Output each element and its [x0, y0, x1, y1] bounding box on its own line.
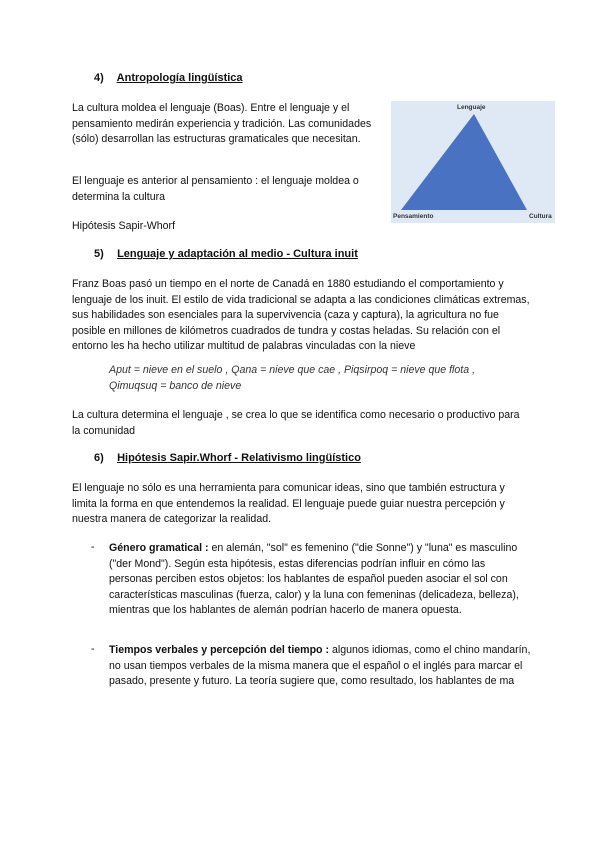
section-5-heading: [94, 248, 358, 260]
inuit-snow-words: Aput = nieve en el suelo , Qana = nieve que cae , Piqsirpoq = nieve que flota , Qimuqsuq = banco de nieve: [109, 364, 476, 392]
bullet-text: en alemán, "sol" es femenino ("die Sonne") y "luna" es masculino ("der Mond"). Según esta hipótesis, estas diferencias podrían influir en cómo las personas perciben estos objetos: los hablantes de español pueden asociar el sol con características masculinas (fuerza, calor) y la luna con femeninas (delicadeza, belleza), mientras que los hablantes de alemán podrían hacerlo de manera opuesta.: [109, 542, 519, 616]
triangle-label-cultura: Cultura: [529, 213, 552, 220]
section-4-paragraph-3: Hipótesis Sapir-Whorf: [72, 220, 176, 232]
section-5-title: Lenguaje y adaptación al medio - Cultura inuit: [117, 248, 358, 260]
bullet-term: Tiempos verbales y percepción del tiempo :: [109, 644, 329, 656]
section-6-heading: [94, 452, 361, 464]
triangle-label-lenguaje: Lenguaje: [457, 104, 486, 111]
section-4-heading: [94, 72, 243, 84]
section-6-title: Hipótesis Sapir.Whorf - Relativismo lingüístico: [117, 452, 361, 464]
triangle-shape: [401, 114, 527, 210]
section-6-number: 6): [94, 452, 104, 464]
list-item-tiempos-verbales: [91, 643, 534, 690]
section-4-paragraph-2: El lenguaje es anterior al pensamiento : el lenguaje moldea o determina la cultura: [72, 175, 359, 203]
list-item-genero-gramatical: [91, 541, 519, 619]
section-4-title: Antropología lingüística: [116, 72, 243, 84]
section-5-paragraph-2: La cultura determina el lenguaje , se crea lo que se identifica como necesario o productivo para la comunidad: [72, 409, 520, 437]
section-5-paragraph-1: Franz Boas pasó un tiempo en el norte de Canadá en 1880 estudiando el comportamiento y lenguaje de los inuit. El estilo de vida tradicional se adapta a las condiciones climáticas extremas, sus habilidades son esenciales para la supervivencia (caza y captura), la agricultura no fue posible en millones de kilómetros cuadrados de tundra y costas heladas. Su relación con el entorno les ha hecho utilizar multitud de palabras vinculadas con la nieve: [72, 278, 530, 352]
triangle-diagram: [391, 101, 555, 223]
section-4-number: 4): [94, 72, 104, 84]
triangle-label-pensamiento: Pensamiento: [393, 213, 434, 220]
section-5-number: 5): [94, 248, 104, 260]
bullet-term: Género gramatical :: [109, 542, 209, 554]
bullet-marker: -: [91, 643, 95, 655]
section-6-paragraph-1: El lenguaje no sólo es una herramienta para comunicar ideas, sino que también estructura y limita la forma en que entendemos la realidad. El lenguaje puede guiar nuestra percepción y nuestra manera de categorizar la realidad.: [72, 482, 505, 525]
section-4-paragraph-1: La cultura moldea el lenguaje (Boas). Entre el lenguaje y el pensamiento medirán experiencia y tradición. Las comunidades (sólo) desarrollan las estructuras gramaticales que necesitan.: [72, 102, 372, 145]
bullet-marker: -: [91, 541, 95, 553]
bullet-text: algunos idiomas, como el chino mandarín, no usan tiempos verbales de la misma manera que el español o el inglés para marcar el pasado, presente y futuro. La teoría sugiere que, como resultado, los hablantes de ma: [109, 644, 531, 687]
language-triangle-figure: [391, 101, 555, 223]
